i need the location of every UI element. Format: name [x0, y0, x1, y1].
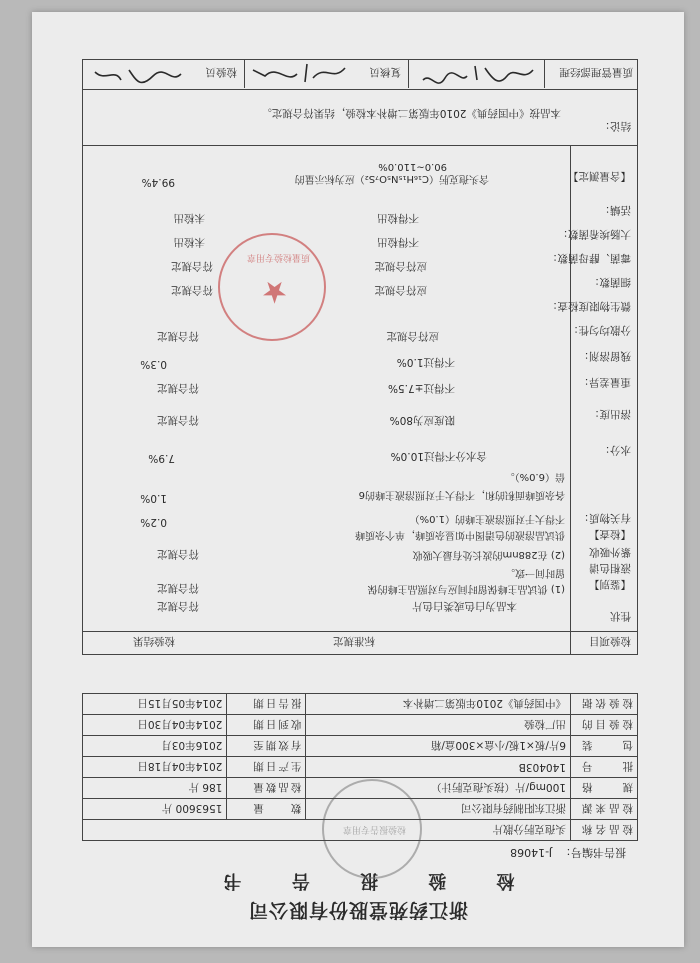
info-value: 2014年04月18日 — [83, 757, 227, 778]
qa-manager-signature — [417, 62, 537, 86]
standard-text: (1) 供试品主峰保留时间应与对照品主峰的保 — [367, 583, 565, 594]
result-value: 符合规定 — [157, 582, 199, 594]
item-label: 紫外吸收 — [589, 546, 631, 558]
standard-text: 不得过1.0% — [396, 356, 455, 368]
report-number-value: J-14068 — [510, 846, 552, 859]
item-label: 性状 — [610, 610, 631, 622]
info-value: 2016年03月 — [83, 736, 227, 757]
result-value: 99.4% — [141, 176, 175, 188]
col-header-standard: 标准规定 — [333, 635, 375, 647]
signature-row — [83, 60, 637, 88]
item-label: 水分： — [599, 444, 631, 456]
result-value: 符合规定 — [157, 382, 199, 394]
standard-text: 不得检出 — [377, 212, 419, 224]
stamp-star-icon: ★ — [261, 274, 288, 309]
conclusion-text: 本品按《中国药典》2010年版第二增补本检验，结果符合规定。 — [261, 107, 561, 119]
info-label: 报告日期 — [227, 694, 306, 715]
reviewer-label: 复核员 — [369, 66, 401, 78]
report-number — [510, 845, 634, 861]
standard-text: 应符合规定 — [386, 330, 439, 342]
result-value: 符合规定 — [171, 260, 213, 272]
column-divider — [570, 146, 571, 654]
report-number-label: 报告书编号： — [560, 846, 626, 859]
standard-text: 含头孢克肟（C₁₆H₁₅N₅O₇S₂）应为标示量的 — [294, 173, 489, 184]
reviewer-signature — [249, 62, 349, 86]
item-label: 液相色谱 — [589, 562, 631, 574]
test-results-table — [82, 59, 638, 655]
signature-divider — [408, 60, 409, 88]
standard-text: 90.0~110.0% — [378, 161, 447, 172]
item-label: 活螨： — [599, 204, 631, 216]
standard-text: 本品为白色或类白色片 — [412, 600, 517, 612]
info-label: 收到日期 — [227, 715, 306, 736]
tester-signature — [89, 62, 185, 86]
info-value: 2014年04月30日 — [83, 715, 227, 736]
result-value: 符合规定 — [171, 284, 213, 296]
info-row — [83, 778, 638, 799]
info-label: 检验目的 — [571, 715, 638, 736]
info-label: 检品来源 — [571, 799, 638, 820]
result-value: 7.9% — [148, 452, 175, 464]
conclusion-divider — [83, 145, 637, 146]
section-label: 【检查】 — [589, 528, 631, 540]
item-label: 分散均匀性： — [568, 324, 631, 336]
info-value: 头孢克肟分散片 — [83, 820, 571, 841]
signature-divider — [544, 60, 545, 88]
stamp-red-text: 质量检验专用章 — [246, 252, 310, 262]
info-row — [83, 757, 638, 778]
info-label: 包 装 — [571, 736, 638, 757]
info-row — [83, 694, 638, 715]
standard-text: 倍（6.0%）。 — [504, 471, 565, 482]
scanned-paper — [32, 12, 684, 947]
standard-text: 不得过±7.5% — [388, 382, 455, 394]
info-label: 检品数量 — [227, 778, 306, 799]
standard-text: 含水分不得过10.0% — [390, 450, 487, 462]
item-label: 大肠埃希菌数： — [557, 228, 631, 240]
item-label: 有关物质： — [578, 512, 631, 524]
result-value: 0.2% — [140, 516, 167, 528]
company-name: 浙江药苑堂股份有限公司 — [248, 899, 469, 921]
stamp-top-text: 检验报告专用章 — [342, 824, 406, 834]
info-value: 《中国药典》2010年版第二增补本 — [306, 694, 571, 715]
result-value: 1.0% — [140, 492, 167, 504]
standard-text: 应符合规定 — [374, 260, 427, 272]
standard-text: (2) 在288nm的波长处有最大吸收 — [412, 549, 565, 560]
info-value: 出厂检验 — [306, 715, 571, 736]
standard-text: 供试品溶液的色谱图中如显杂质峰，单个杂质峰 — [355, 529, 565, 540]
info-row — [83, 820, 638, 841]
result-value: 符合规定 — [157, 330, 199, 342]
col-header-item: 检验项目 — [589, 635, 631, 647]
result-value: 0.3% — [140, 358, 167, 370]
result-value: 符合规定 — [157, 414, 199, 426]
standard-text: 留时间一致。 — [505, 567, 565, 578]
signature-divider — [83, 89, 637, 90]
col-header-result: 检验结果 — [133, 635, 175, 647]
info-value: 2014年05月15日 — [83, 694, 227, 715]
standard-text: 应符合规定 — [374, 284, 427, 296]
info-label: 生产日期 — [227, 757, 306, 778]
signature-divider — [244, 60, 245, 88]
standard-text: 各杂质峰面积的和，不得大于对照溶液主峰的6 — [358, 489, 565, 500]
info-label: 有效期至 — [227, 736, 306, 757]
info-label: 规 格 — [571, 778, 638, 799]
info-label: 检品名称 — [571, 820, 638, 841]
item-label: 溶出度： — [589, 408, 631, 420]
conclusion-label: 结论： — [599, 120, 631, 132]
standard-text: 不得大于对照溶液主峰的（1.0%） — [409, 513, 565, 524]
result-value: 未检出 — [173, 236, 205, 248]
info-value: 浙江东阳制药有限公司 — [306, 799, 571, 820]
header-divider — [83, 631, 637, 632]
section-label: 【鉴别】 — [589, 578, 631, 590]
qa-manager-label: 质量管理部经理 — [559, 66, 633, 78]
quality-stamp-red — [218, 233, 326, 341]
info-row — [83, 715, 638, 736]
section-label: 微生物限度检查： — [547, 300, 631, 312]
item-label: 霉菌、酵母菌数： — [547, 252, 631, 264]
info-value: 1563600 片 — [83, 799, 227, 820]
info-row — [83, 736, 638, 757]
item-label: 残留溶剂： — [578, 350, 631, 362]
tester-label: 检验员 — [205, 66, 237, 78]
result-value: 符合规定 — [157, 600, 199, 612]
info-value: 140403B — [306, 757, 571, 778]
inspection-report — [32, 12, 684, 947]
section-label: 【含量测定】 — [568, 170, 631, 182]
info-value: 6片/板×1板/小盒×300盒/箱 — [306, 736, 571, 757]
info-label: 检验依据 — [571, 694, 638, 715]
item-label: 细菌数： — [589, 276, 631, 288]
info-value: 186 片 — [83, 778, 227, 799]
standard-text: 限度应为80% — [389, 414, 455, 426]
info-label: 批 号 — [571, 757, 638, 778]
info-row — [83, 799, 638, 820]
info-value: 100mg/片（按头孢克肟计） — [306, 778, 571, 799]
result-value: 未检出 — [173, 212, 205, 224]
item-label: 重量差异： — [578, 376, 631, 388]
standard-text: 不得检出 — [377, 236, 419, 248]
info-label: 数 量 — [227, 799, 306, 820]
document-title: 检 验 报 告 书 — [201, 870, 515, 891]
sample-info-table — [82, 693, 638, 841]
result-value: 符合规定 — [157, 548, 199, 560]
